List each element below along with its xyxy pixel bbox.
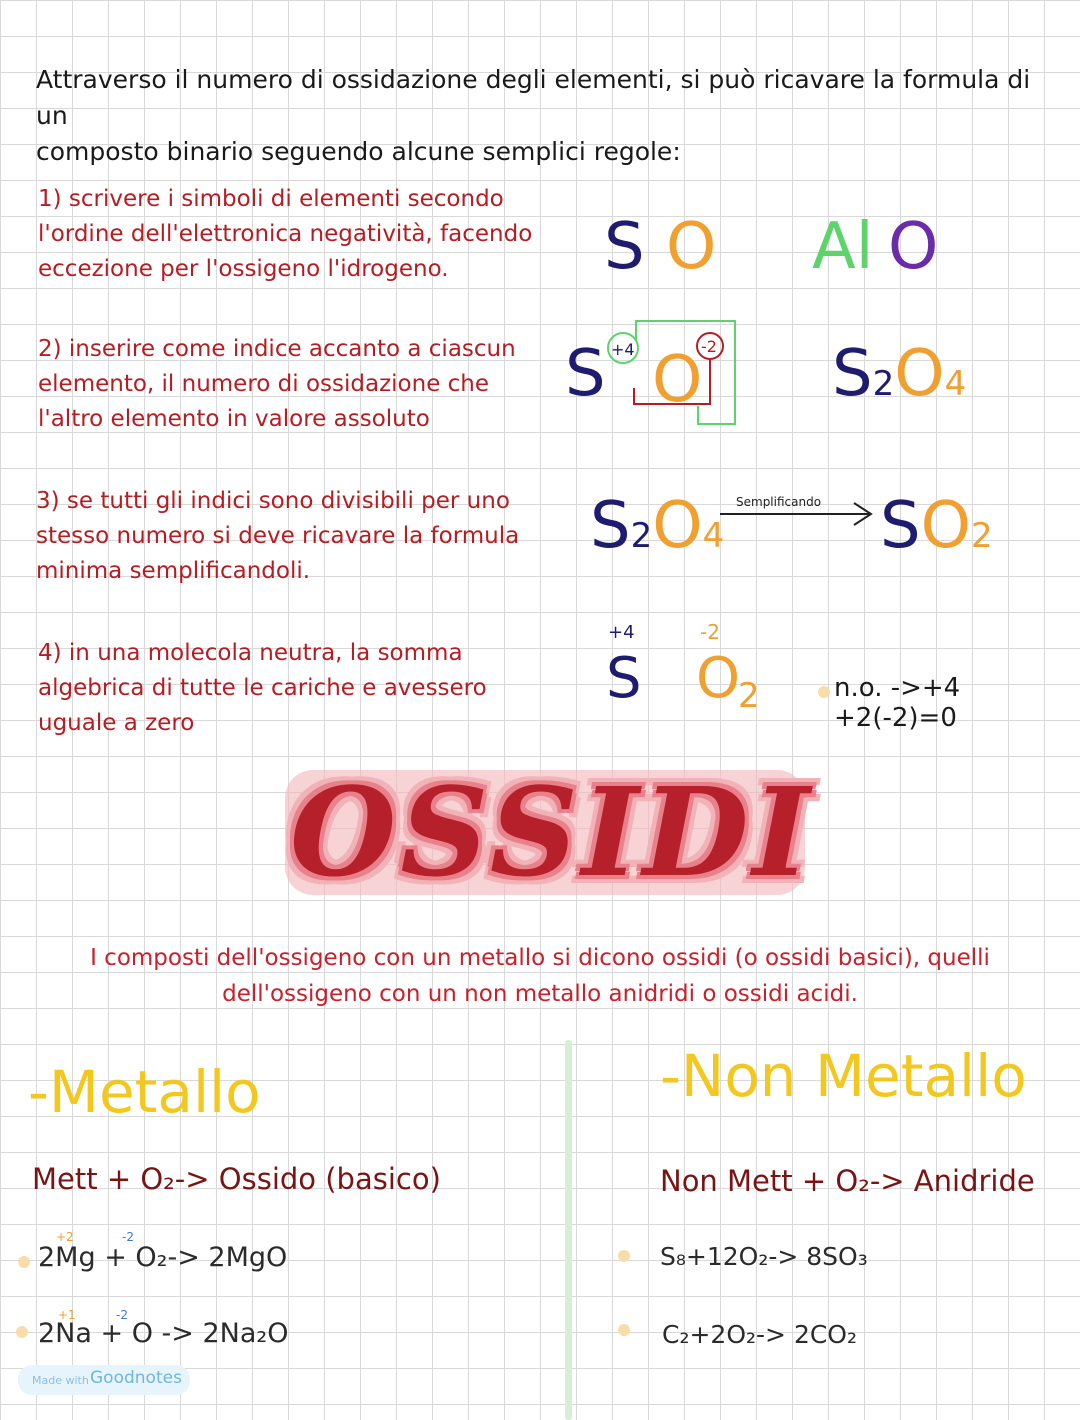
ex2-result-sulfur: S <box>832 337 873 411</box>
rule-4-line: uguale a zero <box>38 710 195 736</box>
rule-1-line: l'ordine dell'elettronica negatività, facendo <box>38 221 533 247</box>
rule-3-line: 3) se tutti gli indici sono divisibili per uno <box>36 488 510 514</box>
ex4-index-2: 2 <box>738 676 760 716</box>
ex3-oxygen: O <box>652 489 703 563</box>
ex3-result-oxygen: O <box>920 489 971 563</box>
ex2-result-oxygen: O <box>894 337 945 411</box>
bullet-dot <box>18 1256 30 1268</box>
intro-line-2: composto binario seguendo alcune semplici regole: <box>36 137 681 166</box>
column-divider <box>565 1040 572 1420</box>
arrow-icon <box>718 500 878 528</box>
ex4-sulfur: S <box>606 646 642 711</box>
rule-2 <box>38 332 538 437</box>
ex1-sulfur: S <box>604 210 645 284</box>
ex1-oxygen-2: O <box>888 210 939 284</box>
rule-2-line: l'altro elemento in valore assoluto <box>38 406 430 432</box>
definition <box>70 940 1010 1012</box>
rule-2-line: 2) inserire come indice accanto a ciascun <box>38 336 516 362</box>
rule-3-line: stesso numero si deve ricavare la formula <box>36 523 520 549</box>
ex3-sulfur: S <box>590 489 631 563</box>
ex1-aluminium: Al <box>812 210 874 284</box>
badge-made-with: Made with <box>32 1374 89 1387</box>
definition-line-1: I composti dell'ossigeno con un metallo si dicono ossidi (o ossidi basici), quelli <box>90 945 990 971</box>
ex2-result-index-4: 4 <box>944 364 967 404</box>
metallo-reaction: Mett + O₂-> Ossido (basico) <box>32 1162 441 1196</box>
badge-brand: Goodnotes <box>90 1368 182 1388</box>
bullet-dot <box>16 1326 28 1338</box>
ex1-oxygen: O <box>666 210 717 284</box>
non-metallo-heading: -Non Metallo <box>660 1042 1027 1110</box>
non-metallo-reaction: Non Mett + O₂-> Anidride <box>660 1164 1035 1198</box>
ex3-arrow-label: Semplificando <box>736 495 822 509</box>
bullet-dot <box>818 686 830 698</box>
goodnotes-badge <box>18 1365 190 1395</box>
rule-3-line: minima semplificandoli. <box>36 558 311 584</box>
intro-text <box>36 62 1036 170</box>
definition-line-2: dell'ossigeno con un non metallo anidridi o ossidi acidi. <box>222 981 858 1007</box>
ex3-start <box>590 489 725 563</box>
rule-4-line: 4) in una molecola neutra, la somma <box>38 640 463 666</box>
ex2-charge-plus4: +4 <box>611 340 635 359</box>
o-ox-number: -2 <box>122 1230 134 1244</box>
ex4-charge-minus2: -2 <box>700 620 720 644</box>
ex3-result-index: 2 <box>971 516 993 556</box>
intro-line-1: Attraverso il numero di ossidazione degli elementi, si può ricavare la formula di un <box>36 65 1031 130</box>
bullet-dot <box>618 1250 630 1262</box>
rule-2-line: elemento, il numero di ossidazione che <box>38 371 490 397</box>
ex2-sulfur: S <box>565 337 606 411</box>
ex3-index-2: 2 <box>630 516 653 556</box>
ex2-charge-minus2: -2 <box>701 337 717 356</box>
metallo-heading: -Metallo <box>28 1058 261 1126</box>
rule-1-line: 1) scrivere i simboli di elementi secondo <box>38 186 504 212</box>
bullet-dot <box>618 1324 630 1336</box>
rule-3 <box>36 484 536 589</box>
non-metallo-equation-2: C₂+2O₂-> 2CO₂ <box>662 1320 858 1349</box>
ex2-oxygen: O <box>652 343 703 417</box>
ex2-result-index-2: 2 <box>872 364 895 404</box>
metallo-equation-2: 2Na + O -> 2Na₂O <box>38 1318 289 1349</box>
ex4-charge-plus4: +4 <box>608 622 635 643</box>
rule-4-line: algebrica di tutte le cariche e avessero <box>38 675 487 701</box>
ex3-index-4: 4 <box>702 516 725 556</box>
metallo-equation-1: 2Mg + O₂-> 2MgO <box>38 1242 288 1273</box>
page-title: OSSIDI <box>290 760 814 904</box>
na-ox-number: +1 <box>58 1308 76 1322</box>
rule-4 <box>38 636 538 741</box>
rule-1 <box>38 182 538 287</box>
ex4-oxygen: O <box>696 646 741 711</box>
non-metallo-equation-1: S₈+12O₂-> 8SO₃ <box>660 1242 868 1271</box>
rule-1-line: eccezione per l'ossigeno l'idrogeno. <box>38 256 449 282</box>
ex3-result-sulfur: S <box>880 489 921 563</box>
ex2-result <box>832 337 967 411</box>
o-ox-number: -2 <box>116 1308 128 1322</box>
ex4-sum: n.o. ->+4 +2(-2)=0 <box>834 673 961 733</box>
ex3-result <box>880 489 993 563</box>
mg-ox-number: +2 <box>56 1230 74 1244</box>
